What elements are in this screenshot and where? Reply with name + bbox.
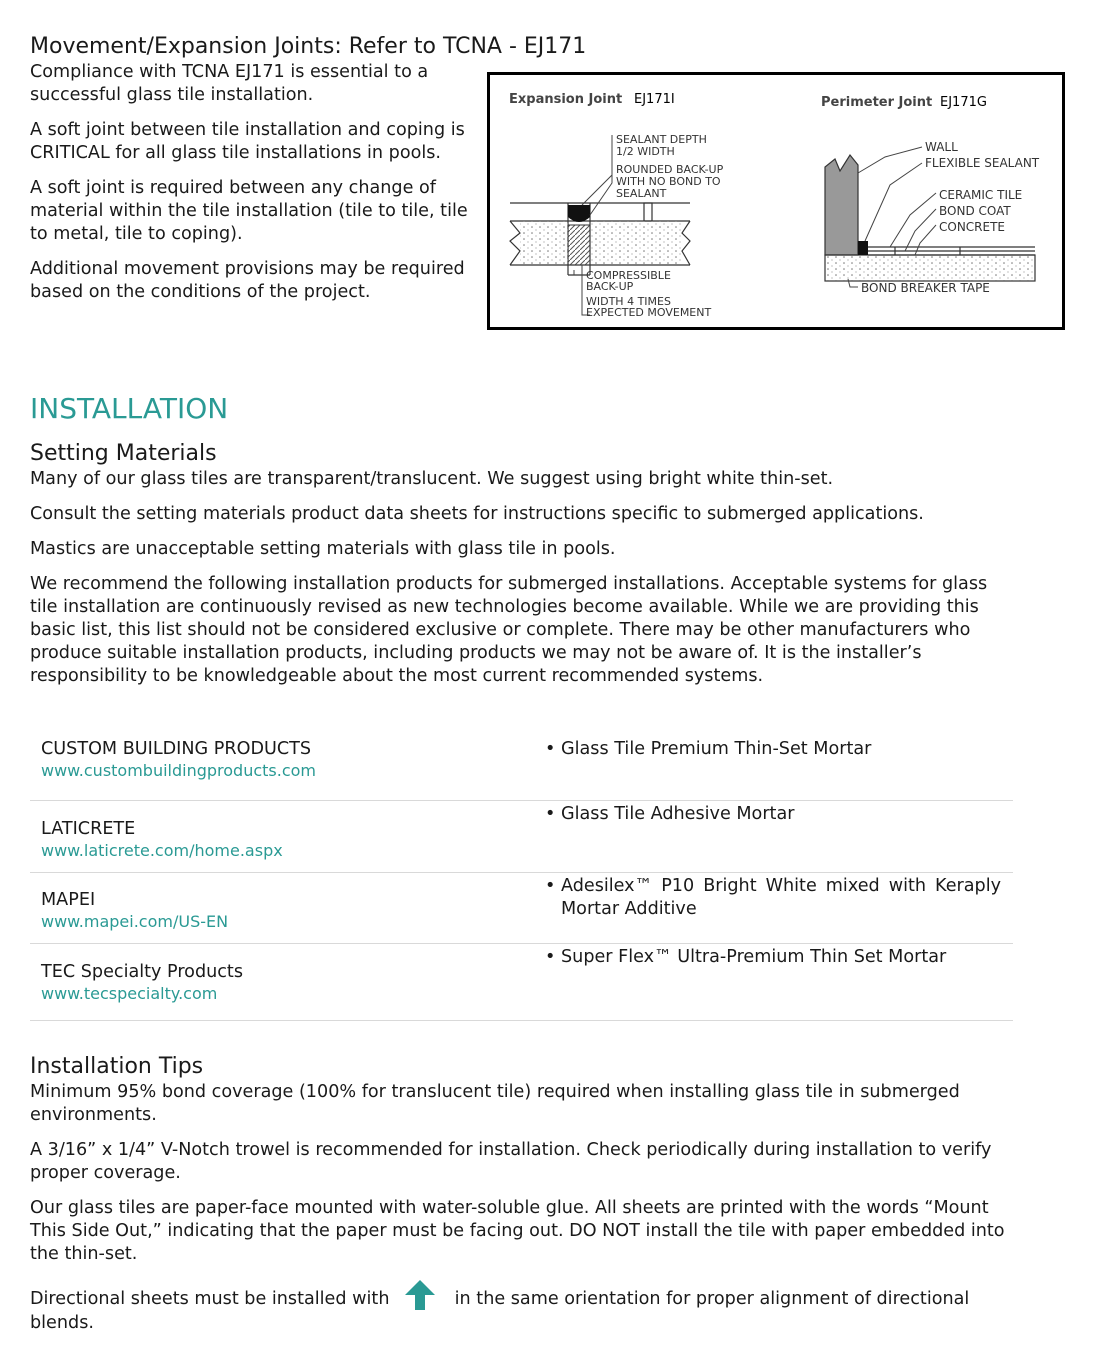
product-row [41,818,283,862]
expansion-label: WITH NO BOND TO [616,175,721,188]
perimeter-title: Perimeter Joint [821,95,933,110]
tip-paragraph: Our glass tiles are paper-face mounted with water-soluble glue. All sheets are printed with the words “Mount This Side Out,” indicating that the paper must be facing out. DO NOT install the tile with paper embedded into the thin-set. [30,1198,1005,1264]
tip-paragraph: Minimum 95% bond coverage (100% for translucent tile) required when installing glass tile in submerged environments. [30,1082,960,1125]
bullet-icon: • [545,947,556,967]
manufacturer-link[interactable]: www.laticrete.com/home.aspx [41,841,283,860]
expansion-label: 1/2 WIDTH [616,145,675,158]
directional-text-after: in the same orientation for proper alignment of directional blends. [30,1289,970,1333]
installation-tips-text [30,1081,1020,1347]
perimeter-joint-drawing [825,155,1035,281]
expansion-label: COMPRESSIBLE [586,269,671,282]
manufacturer-link[interactable]: www.mapei.com/US-EN [41,912,229,931]
perimeter-label: CERAMIC TILE [939,188,1023,202]
product-item [545,946,1001,969]
perimeter-label: WALL [925,140,958,154]
product-item [545,738,1001,761]
product-row [41,889,228,933]
joint-diagram [487,72,1065,330]
movement-paragraph: A soft joint between tile installation and coping is CRITICAL for all glass tile installations in pools. [30,120,465,163]
product-name: Adesilex™ P10 Bright White mixed with Keraply Mortar Additive [561,876,1001,919]
perimeter-label: FLEXIBLE SEALANT [925,156,1040,170]
directional-text-before: Directional sheets must be installed with [30,1289,390,1309]
tip-paragraph: A 3/16” x 1/4” V-Notch trowel is recommended for installation. Check periodically during installation to verify proper coverage. [30,1140,992,1183]
movement-paragraph: Compliance with TCNA EJ171 is essential to a successful glass tile installation. [30,62,429,105]
joint-diagram-drawing [490,75,1062,327]
installation-heading: INSTALLATION [30,392,229,425]
up-arrow-icon [403,1278,437,1312]
expansion-label: SEALANT [616,187,667,200]
manufacturer-name: MAPEI [41,890,96,910]
flexible-sealant [858,241,868,255]
product-name: Super Flex™ Ultra-Premium Thin Set Mortar [561,947,947,967]
perimeter-label: CONCRETE [939,220,1006,234]
expansion-label: EXPECTED MOVEMENT [586,306,712,319]
product-item [545,803,1001,826]
product-name: Glass Tile Adhesive Mortar [561,804,795,824]
movement-text [30,61,472,316]
manufacturer-name: LATICRETE [41,819,136,839]
bullet-icon: • [545,739,556,759]
setting-paragraph: Consult the setting materials product data sheets for instructions specific to submerged applications. [30,504,924,524]
perimeter-code: EJ171G [940,95,987,110]
bullet-icon: • [545,876,556,896]
bullet-icon: • [545,804,556,824]
product-row [41,961,243,1005]
installation-tips-heading: Installation Tips [30,1054,204,1079]
manufacturer-link[interactable]: www.custombuildingproducts.com [41,761,317,780]
setting-paragraph: Mastics are unacceptable setting materials with glass tile in pools. [30,539,616,559]
product-name: Glass Tile Premium Thin-Set Mortar [561,739,872,759]
manufacturer-name: TEC Specialty Products [41,962,244,982]
table-divider [30,1020,1013,1021]
perimeter-label: BOND COAT [939,204,1011,218]
compressible-backup [568,225,590,265]
table-divider [30,872,1013,873]
movement-heading: Movement/Expansion Joints: Refer to TCNA - EJ171 [30,34,587,59]
expansion-label: WIDTH 4 TIMES [586,295,671,308]
perimeter-label: BOND BREAKER TAPE [861,281,990,295]
movement-paragraph: Additional movement provisions may be required based on the conditions of the project. [30,259,465,302]
manufacturer-link[interactable]: www.tecspecialty.com [41,984,218,1003]
setting-materials-heading: Setting Materials [30,441,217,466]
expansion-title: Expansion Joint [509,92,623,107]
expansion-label: SEALANT DEPTH [616,133,707,146]
manufacturer-name: CUSTOM BUILDING PRODUCTS [41,739,312,759]
sealant [568,205,590,222]
expansion-label: BACK-UP [586,280,634,293]
table-divider [30,800,1013,801]
tip-paragraph-directional [30,1278,1020,1335]
setting-materials-text [30,468,1020,700]
expansion-label: ROUNDED BACK-UP [616,163,724,176]
product-item [545,875,1001,921]
setting-paragraph: Many of our glass tiles are transparent/translucent. We suggest using bright white thin-set. [30,469,834,489]
expansion-code: EJ171I [634,92,675,107]
table-divider [30,943,1013,944]
product-row [41,738,316,782]
setting-paragraph: We recommend the following installation products for submerged installations. Acceptable systems for glass tile installation are continuously revised as new technologies become available. While we are providing this basic list, this list should not be considered exclusive or complete. There may be other manufacturers who produce suitable installation products, including products we may not be aware of. It is the installer’s responsibility to be knowledgeable about the most current recommended systems. [30,574,988,686]
movement-paragraph: A soft joint is required between any change of material within the tile installation (tile to tile, tile to metal, tile to coping). [30,178,468,244]
